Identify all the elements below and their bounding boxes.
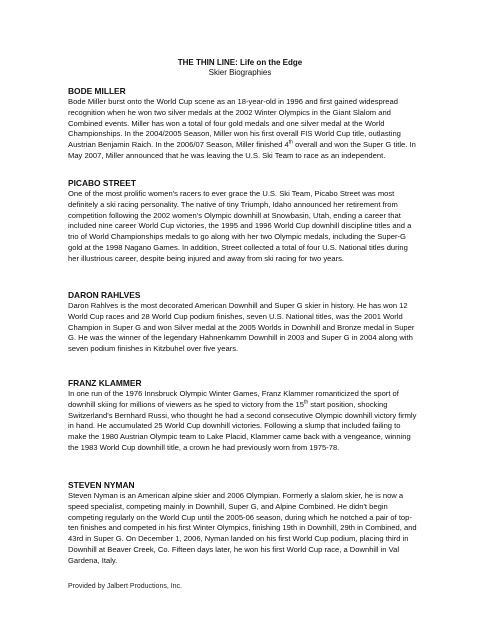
section-daron-rahlves (68, 290, 420, 355)
section-body (68, 97, 420, 162)
section-body (68, 389, 420, 454)
section-body: Steven Nyman is an American alpine skier and 2006 Olympian. Formerly a slalom skier, he is now a speed specialist, competing mainly in Downhill, Super G, and Alpine Combined. He didn't begin competing regularly on the World Cup until the 2005-06 season, during which he notched a pair of top-ten finishes and competed in his first Winter Olympics, finishing 19th in Downhill, 29th in Combined, and 43rd in Super G. On December 1, 2006, Nyman landed on his first World Cup podium, placing third in Downhill at Beaver Creek, Co. Fifteen days later, he won his first World Cup race, a Downhill in Val Gardena, Italy. (68, 491, 417, 565)
section-heading: BODE MILLER (68, 86, 126, 96)
section-franz-klammer (68, 378, 420, 454)
document-subtitle: Skier Biographies (208, 68, 272, 77)
ordinal-suffix: th (288, 139, 293, 146)
document-title: THE THIN LINE: Life on the Edge (177, 58, 303, 67)
document-header (0, 58, 480, 78)
body-text-part: overall and won the Super G title. In May 2007, Miller announced that he was leaving the U.S. Ski Team to race as an independent. (68, 140, 416, 160)
section-body: Daron Rahlves is the most decorated American Downhill and Super G skier in history. He has won 12 World Cup races and 28 World Cup podium finishes, seven U.S. National titles, was the 2001 World Champion in Super G and won Silver medal at the 2005 Worlds in Downhill and Bronze medal in Super G. He was the winner of the legendary Hahnenkamm Downhill in 2003 and Super G in 2004 along with seven podium finishes in Kitzbuhel over five years. (68, 301, 415, 354)
section-heading: DARON RAHLVES (68, 290, 141, 300)
section-bode-miller (68, 86, 420, 162)
section-steven-nyman (68, 480, 420, 567)
document-footer: Provided by Jalbert Productions, Inc. (68, 583, 183, 590)
ordinal-suffix: th (303, 399, 309, 406)
body-text-part: Bode Miller burst onto the World Cup scene as an 18-year-old in 1996 and first gained widespread recognition when he won two silver medals at the 2002 Winter Olympics in the Giant Slalom and Combined events. Miller has won a total of four gold medals and one silver medal at the World Championships. In the 2004/2005 Season, Miller won his first overall FIS World Cup title, outlasting Austrian Benjamin Raich. In the 2006/07 Season, Miller finished 4 (68, 97, 401, 150)
section-heading: FRANZ KLAMMER (68, 378, 142, 388)
section-heading: PICABO STREET (68, 178, 136, 188)
body-text-part: In one run of the 1976 Innsbruck Olympic Winter Games, Franz Klammer romanticized the sport of downhill skiing for millions of viewers as he sped to victory from the 15 (68, 389, 399, 409)
body-text-part: start position, shocking Switzerland's Bernhard Russi, who thought he had a second consecutive Olympic downhill victory firmly in hand. He accumulated 25 World Cup downhill victories. Following a slump that included failing to make the 1980 Austrian Olympic team to Lake Placid, Klammer came back with a vengeance, winning the 1983 World Cup downhill title, a crown he had previously worn from 1975-78. (68, 399, 417, 452)
section-picabo-street (68, 178, 420, 265)
section-heading: STEVEN NYMAN (68, 480, 135, 490)
section-body: One of the most prolific women's racers to ever grace the U.S. Ski Team, Picabo Street was most definitely a ski racing personality. The native of tiny Triumph, Idaho announced her retirement from competition following the 2002 women's Olympic downhill at Snowbasin, Utah, ending a career that included nine career World Cup victories, the 1995 and 1996 World Cup downhill discipline titles and a trio of World Championships medals to go along with her two Olympic medals, including the Super-G gold at the 1998 Nagano Games. In addition, Street collected a total of four U.S. National titles during her illustrious career, despite being injured and away from ski racing for two years. (68, 189, 412, 263)
